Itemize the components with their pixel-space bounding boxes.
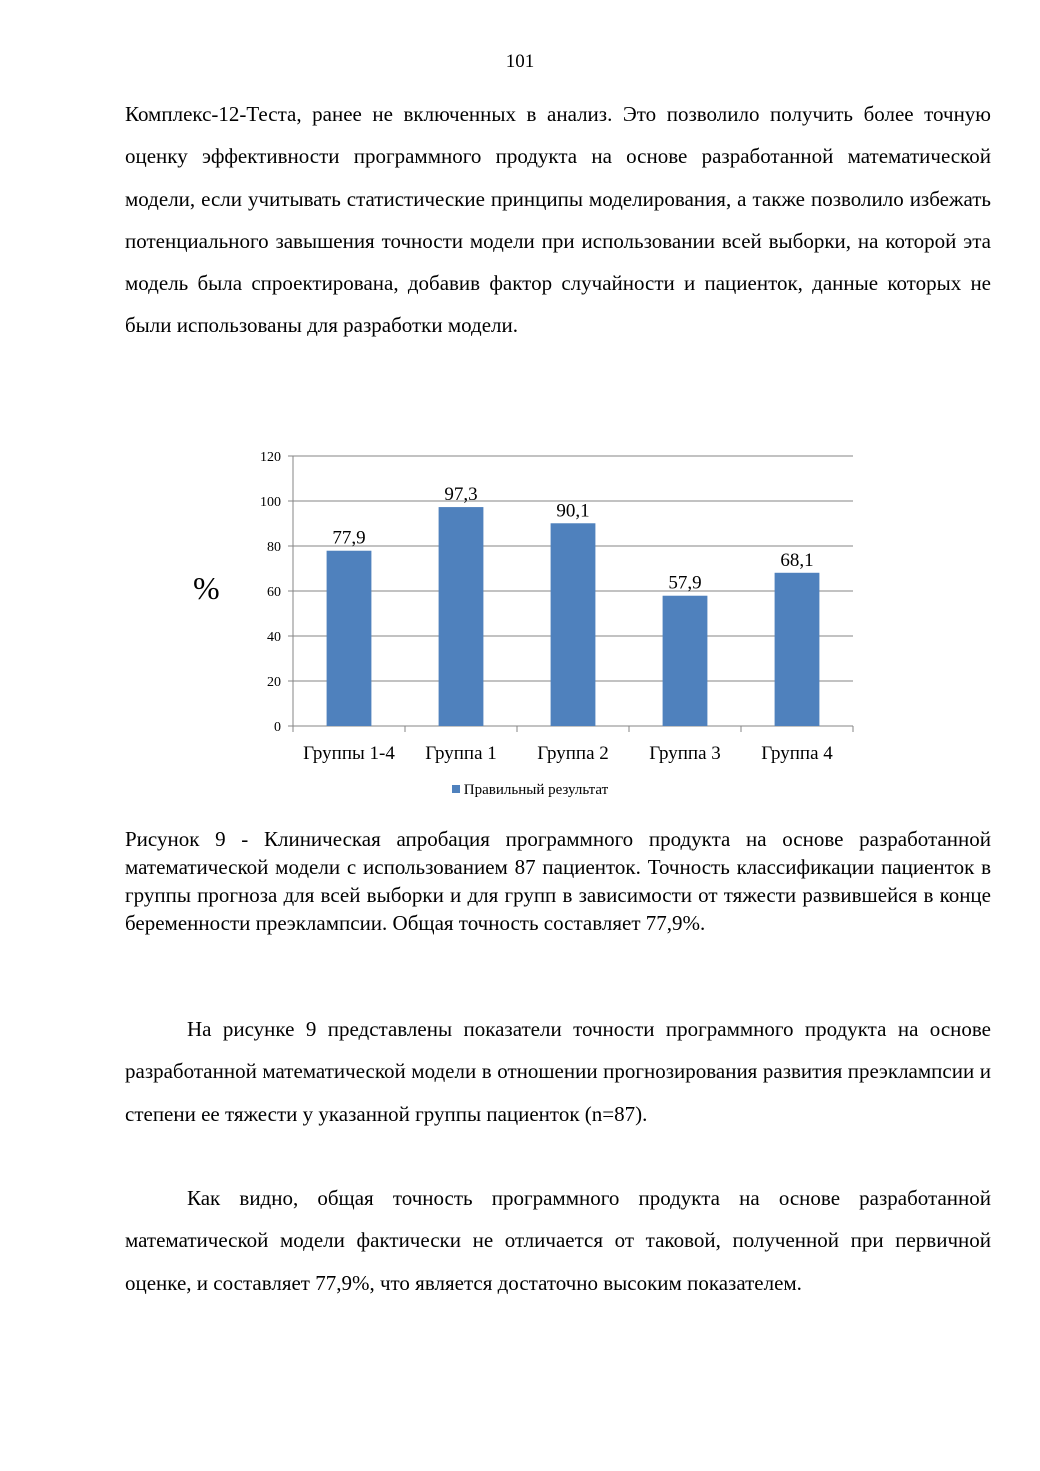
bar-data-label: 97,3 bbox=[444, 484, 478, 506]
y-axis-label: % bbox=[193, 570, 220, 606]
page-number: 101 bbox=[505, 51, 535, 72]
bar-data-label: 57,9 bbox=[668, 572, 702, 594]
bar-chart bbox=[180, 440, 880, 810]
figure-caption: Рисунок 9 - Клиническая апробация программного продукта на основе разработанной математической модели с использованием 87 пациенток. Точность классификации пациенток в группы прогноза для всей выборки и для групп в зависимости от тяжести развившейся в конце беременности преэклампсии. Общая точность составляет 77,9%. bbox=[125, 827, 991, 935]
y-tick-label: 120 bbox=[260, 450, 281, 465]
legend-swatch bbox=[452, 785, 460, 793]
bar bbox=[551, 523, 596, 726]
y-tick-label: 60 bbox=[267, 585, 281, 600]
chart-plot bbox=[180, 440, 880, 780]
bar bbox=[663, 596, 708, 726]
bar-data-label: 77,9 bbox=[332, 527, 366, 549]
y-tick-label: 80 bbox=[267, 540, 281, 555]
bar-data-label: 68,1 bbox=[780, 549, 814, 571]
y-tick-label: 0 bbox=[274, 720, 281, 735]
bar bbox=[775, 573, 820, 726]
body-paragraph-2: На рисунке 9 представлены показатели точности программного продукта на основе разработанной математической модели в отношении прогнозирования развития преэклампсии и степени ее тяжести у указанной группы пациенток (n=87). bbox=[125, 1017, 991, 1126]
bar bbox=[327, 551, 372, 726]
x-tick-label: Группа 2 bbox=[537, 743, 609, 764]
x-tick-label: Группа 4 bbox=[761, 743, 833, 764]
x-tick-label: Группы 1-4 bbox=[303, 743, 395, 764]
y-tick-label: 40 bbox=[267, 630, 281, 645]
y-tick-label: 100 bbox=[260, 495, 281, 510]
chart-legend bbox=[180, 782, 880, 799]
body-paragraph-1: Комплекс-12-Теста, ранее не включенных в анализ. Это позволило получить более точную оценку эффективности программного продукта на основе разработанной математической модели, если учитывать статистические принципы моделирования, а также позволило избежать потенциального завышения точности модели при использовании всей выборки, на которой эта модель была спроектирована, добавив фактор случайности и пациенток, данные которых не были использованы для разработки модели. bbox=[125, 102, 991, 338]
bar bbox=[439, 507, 484, 726]
legend-label: Правильный результат bbox=[463, 782, 609, 798]
x-tick-label: Группа 1 bbox=[425, 743, 497, 764]
x-tick-label: Группа 3 bbox=[649, 743, 721, 764]
y-tick-label: 20 bbox=[267, 675, 281, 690]
body-paragraph-3: Как видно, общая точность программного продукта на основе разработанной математической модели фактически не отличается от таковой, полученной при первичной оценке, и составляет 77,9%, что является достаточно высоким показателем. bbox=[125, 1186, 991, 1295]
bar-data-label: 90,1 bbox=[556, 500, 590, 522]
